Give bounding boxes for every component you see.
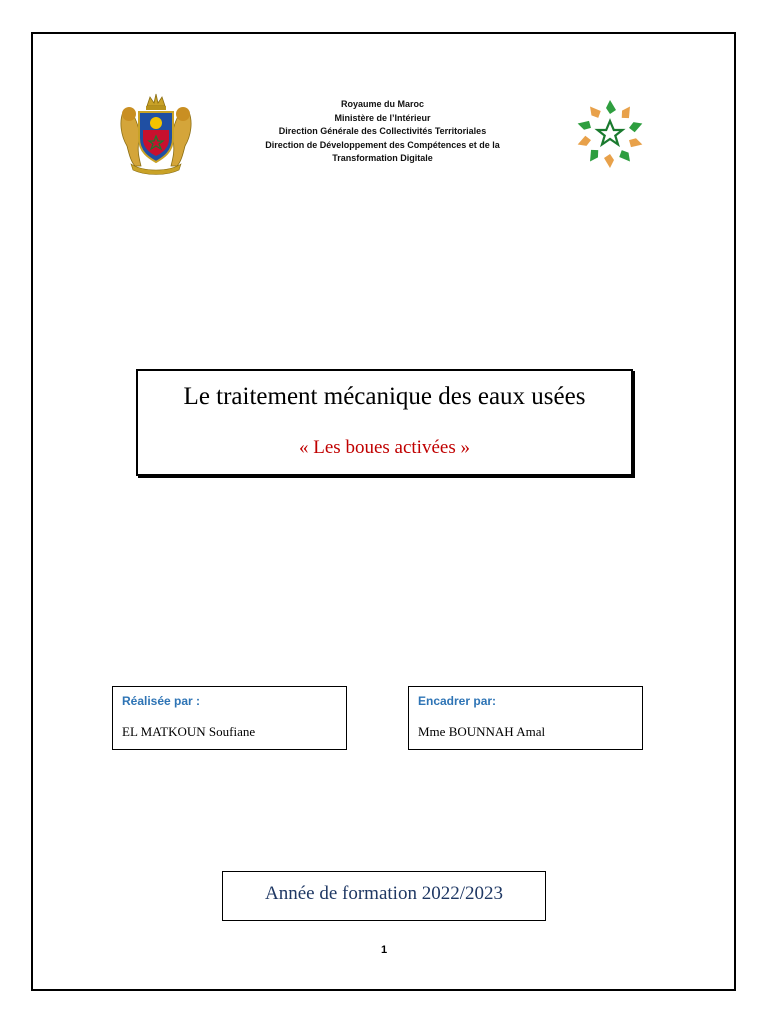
document-title: Le traitement mécanique des eaux usées	[183, 383, 586, 410]
page-number: 1	[380, 944, 388, 956]
author-label: Réalisée par :	[122, 694, 201, 708]
supervisor-label: Encadrer par:	[418, 694, 497, 708]
document-subtitle: « Les boues activées »	[299, 437, 470, 458]
training-year-box	[222, 871, 546, 921]
training-year: Année de formation 2022/2023	[265, 883, 503, 904]
author-name: EL MATKOUN Soufiane	[122, 724, 256, 739]
header-line-ministry: Ministère de l’Intérieur	[334, 112, 431, 123]
header-line-directorate-development: Direction de Développement des Compétences et de la	[265, 139, 500, 150]
author-box	[112, 686, 347, 750]
header-line-kingdom: Royaume du Maroc	[340, 99, 425, 109]
title-box	[136, 369, 633, 476]
supervisor-name: Mme BOUNNAH Amal	[418, 724, 546, 739]
header-line-transformation: Transformation Digitale	[332, 153, 433, 163]
institution-header	[225, 98, 540, 166]
moroccan-coat-of-arms-icon	[117, 92, 195, 176]
green-star-leaves-logo-icon	[572, 96, 648, 172]
supervisor-box	[408, 686, 643, 750]
clipped-text-line	[228, 173, 536, 179]
header-line-directorate-general: Direction Générale des Collectivités Territoriales	[278, 126, 487, 136]
